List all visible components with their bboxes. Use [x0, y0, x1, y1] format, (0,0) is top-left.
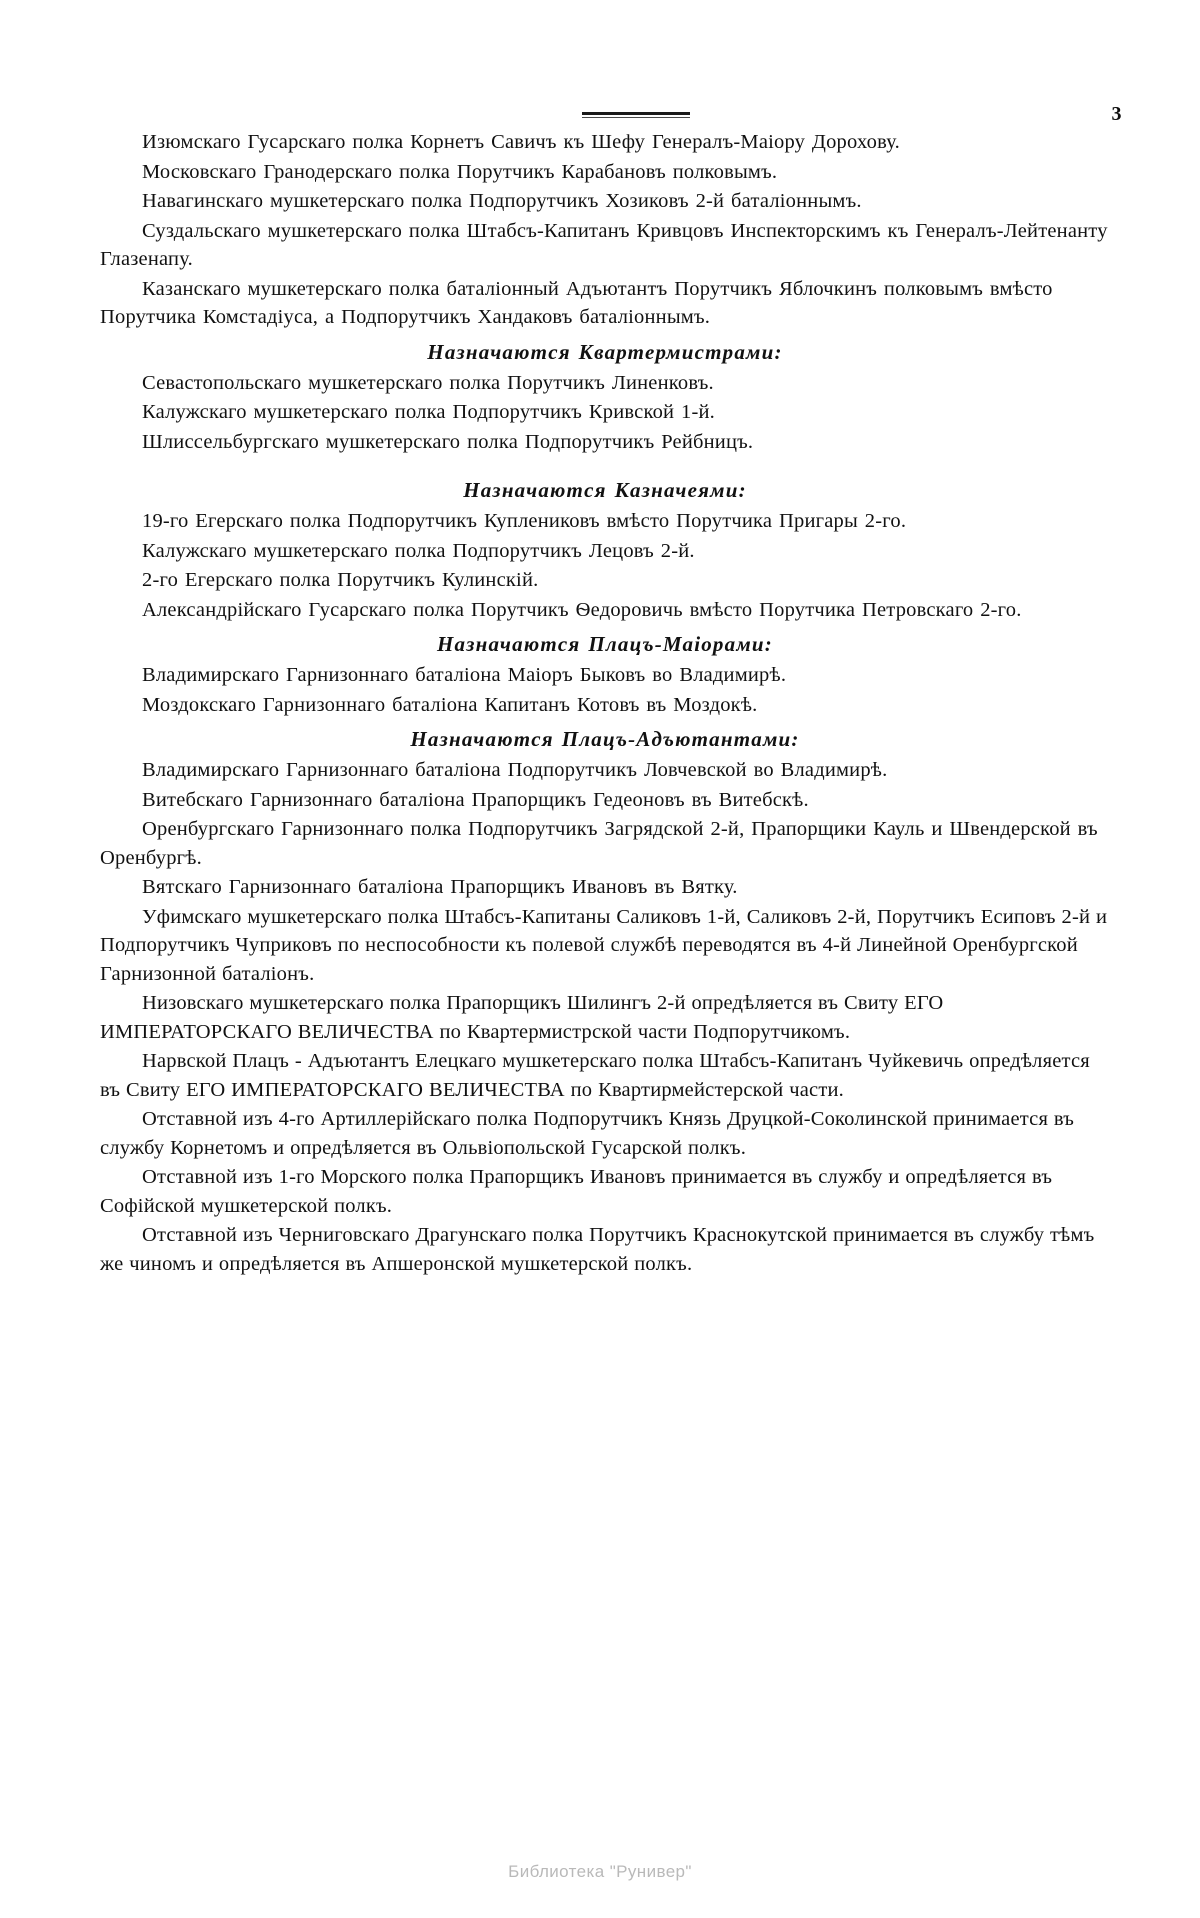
entry-suzdalsky: Суздальскаго мушкетерскаго полка Штабсъ-Капитанъ Кривцовъ Инспекторскимъ къ Генералъ-Лейтенанту Глазенапу. — [100, 219, 1108, 270]
entry-vitebsky: Витебскаго Гарнизоннаго баталіона Прапорщикъ Гедеоновъ въ Витебскѣ. — [142, 788, 809, 811]
heading-kvartermistry: Назначаются Квартермистрами: — [427, 339, 783, 364]
entry-orenburgsky: Оренбургскаго Гарнизоннаго полка Подпорутчикъ Загрядской 2-й, Прапорщики Кауль и Швендерской въ Оренбургѣ. — [100, 818, 1098, 869]
entry-otstavnoy-artillery: Отставной изъ 4-го Артиллерійскаго полка Подпорутчикъ Князь Друцкой-Соколинской принимается въ службу Корнетомъ и опредѣляется въ Ольвіопольской Гусарской полкъ. — [100, 1108, 1075, 1159]
heading-plats-maiory: Назначаются Плацъ-Маіорами: — [436, 632, 773, 656]
entry-vladimirsky-adj: Владимирскаго Гарнизоннаго баталіона Подпорутчикъ Ловчевской во Владимирѣ. — [142, 759, 888, 781]
entry-otstavnoy-chernigovsky: Отставной изъ Черниговскаго Драгунскаго полка Порутчикъ Краснокутской принимается въ службу тѣмъ же чиномъ и опредѣляется въ Апшеронской мушкетерской полкъ. — [100, 1224, 1095, 1275]
entry-otstavnoy-morskoy: Отставной изъ 1-го Морского полка Прапорщикъ Ивановъ принимается въ службу и опредѣляется въ Софійской мушкетерской полкъ. — [100, 1166, 1053, 1217]
entry-vyatsky: Вятскаго Гарнизоннаго баталіона Прапорщикъ Ивановъ въ Вятку. — [142, 876, 738, 898]
entry-shlisselburgsky: Шлиссельбургскаго мушкетерскаго полка Подпорутчикъ Рейбницъ. — [142, 430, 754, 453]
library-watermark: Библиотека "Рунивер" — [508, 1862, 692, 1881]
entry-nizovsky: Низовскаго мушкетерскаго полка Прапорщикъ Шилингъ 2-й опредѣляется въ Свиту ЕГО ИМПЕРАТОРСКАГО ВЕЛИЧЕСТВА по Квартермистрской части Подпорутчикомъ. — [100, 992, 944, 1043]
entry-narvskoy: Нарвской Плацъ - Адъютантъ Елецкаго мушкетерскаго полка Штабсъ-Капитанъ Чуйкевичь опредѣляется въ Свиту ЕГО ИМПЕРАТОРСКАГО ВЕЛИЧЕСТВА по Квартирмейстерской части. — [100, 1050, 1090, 1101]
entry-mozdoksky: Моздокскаго Гарнизоннаго баталіона Капитанъ Котовъ въ Моздокѣ. — [142, 693, 758, 716]
entry-kazansky: Казанскаго мушкетерскаго полка баталіонный Адъютантъ Порутчикъ Яблочкинъ полковымъ вмѣсто Порутчика Комстадіуса, а Подпорутчикъ Хандаковъ баталіоннымъ. — [100, 277, 1053, 328]
entry-19-egersky: 19-го Егерскаго полка Подпорутчикъ Куплениковъ вмѣсто Порутчика Пригары 2-го. — [142, 510, 907, 532]
entry-aleksandriysky: Александрійскаго Гусарскаго полка Порутчикъ Ѳедоровичь вмѣсто Порутчика Петровскаго 2-го. — [142, 598, 1022, 621]
document-body — [100, 128, 1110, 1279]
entry-navaginsky: Навагинскаго мушкетерскаго полка Подпорутчикъ Хозиковъ 2-й баталіоннымъ. — [142, 190, 862, 212]
entry-sevastopolsky: Севастопольскаго мушкетерскаго полка Порутчикъ Линенковъ. — [142, 371, 714, 394]
entry-kaluzhsky-kvart: Калужскаго мушкетерскаго полка Подпорутчикъ Кривской 1-й. — [142, 401, 716, 423]
header-rule — [582, 112, 690, 118]
page-number: 3 — [1111, 103, 1122, 125]
entry-ufimsky: Уфимскаго мушкетерскаго полка Штабсъ-Капитаны Саликовъ 1-й, Саликовъ 2-й, Порутчикъ Есиповъ 2-й и Подпорутчикъ Чуприковъ по неспособности къ полевой службѣ переводятся въ 4-й Линейной Оренбургской Гарнизонной баталіонъ. — [100, 905, 1108, 985]
entry-vladimirsky-garrison: Владимирскаго Гарнизоннаго баталіона Маіоръ Быковъ во Владимирѣ. — [142, 664, 787, 686]
entry-2-egersky: 2-го Егерскаго полка Порутчикъ Кулинскій. — [142, 569, 539, 591]
heading-plats-adyutanty: Назначаются Плацъ-Адъютантами: — [410, 727, 800, 751]
entry-moskovsky: Московскаго Гранодерскаго полка Порутчикъ Карабановъ полковымъ. — [142, 160, 778, 183]
entry-kaluzhsky-kazn: Калужскаго мушкетерскаго полка Подпорутчикъ Лецовъ 2-й. — [142, 539, 695, 562]
entry-izyumsky: Изюмскаго Гусарскаго полка Корнетъ Савичъ къ Шефу Генералъ-Маіору Дорохову. — [142, 131, 900, 153]
heading-kaznachei: Назначаются Казначеями: — [463, 478, 747, 502]
